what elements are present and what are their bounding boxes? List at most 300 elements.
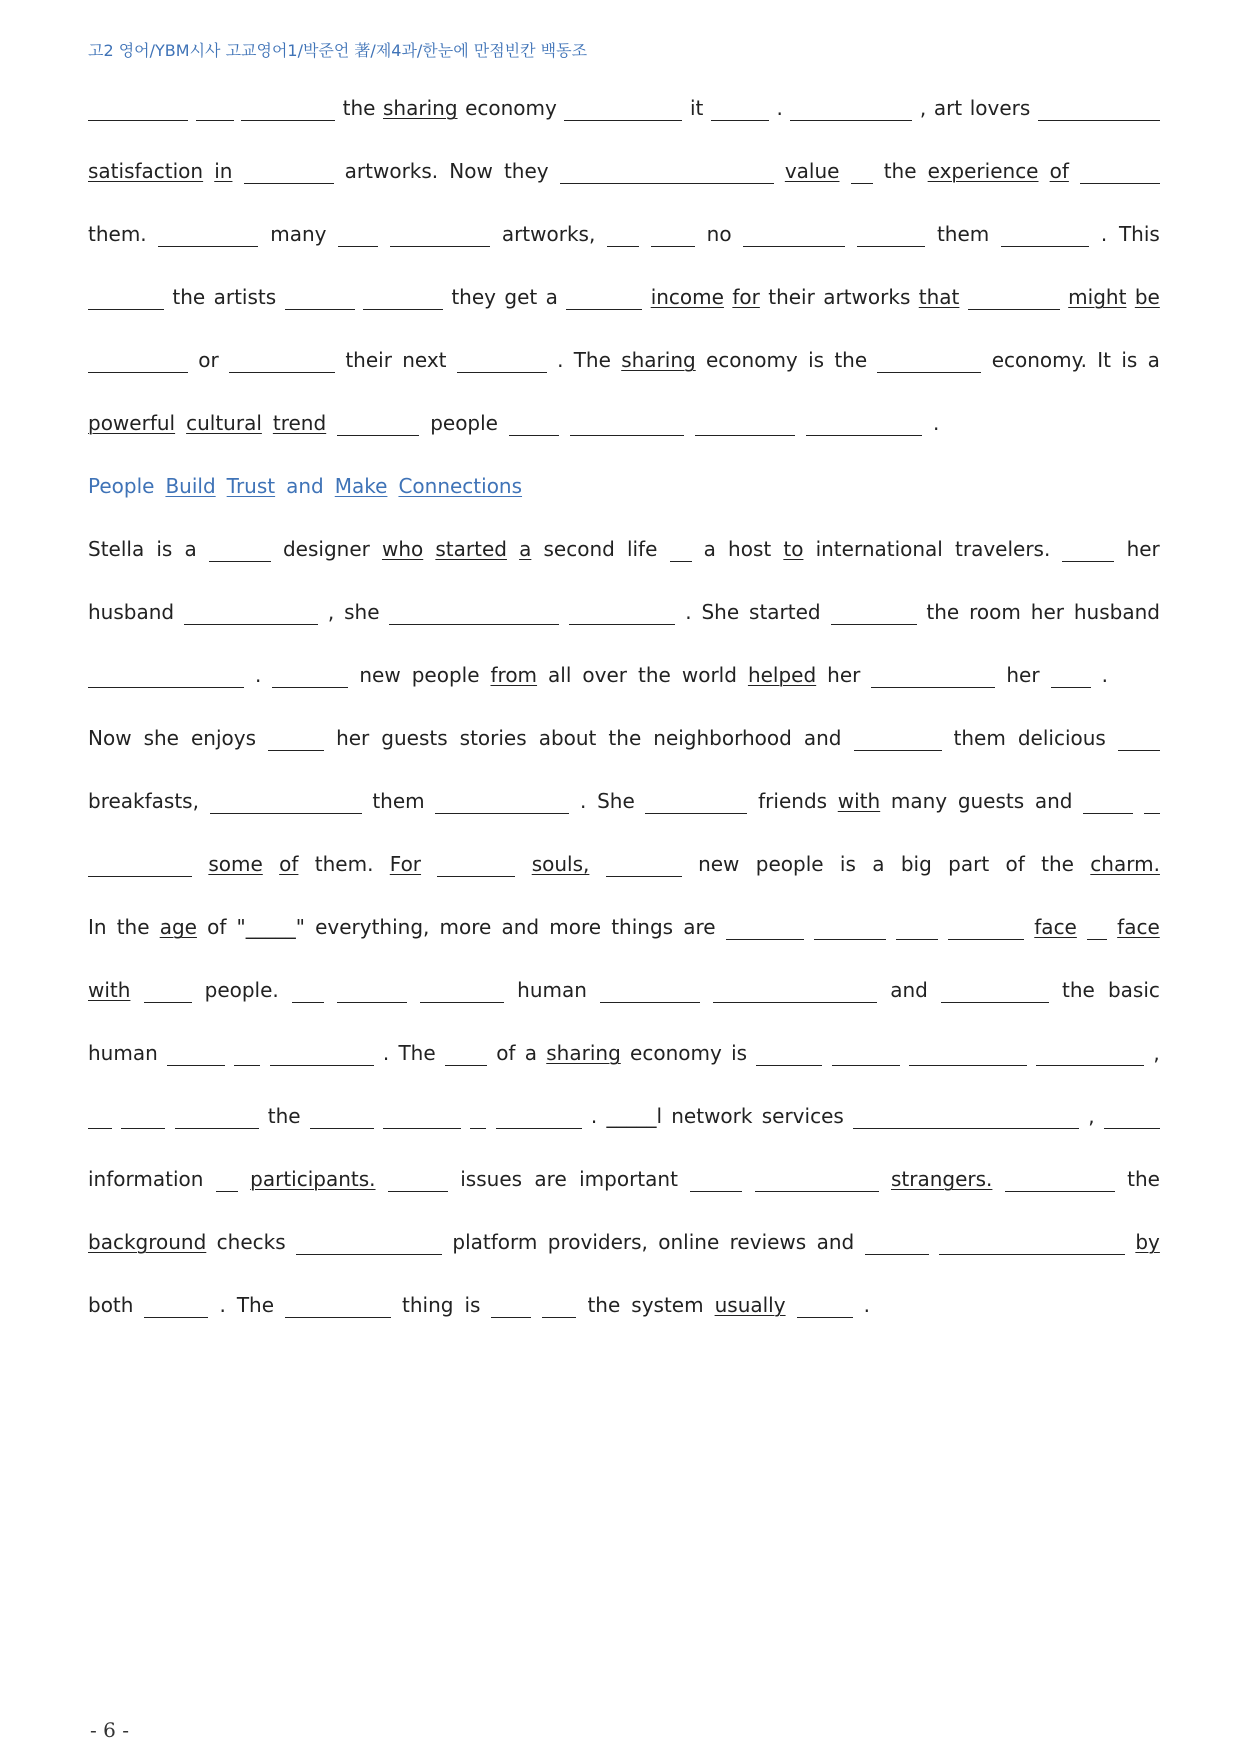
answer-blank[interactable]	[939, 1234, 1125, 1255]
answer-blank[interactable]	[389, 604, 559, 625]
answer-blank[interactable]	[600, 982, 700, 1003]
word: big	[900, 852, 932, 876]
answer-blank[interactable]	[896, 919, 938, 940]
word: of	[207, 915, 227, 939]
word: are	[683, 915, 716, 939]
answer-blank[interactable]	[310, 1108, 374, 1129]
word: their	[345, 348, 392, 372]
answer-blank[interactable]	[88, 667, 244, 688]
answer-blank[interactable]	[268, 730, 324, 751]
answer-blank[interactable]	[285, 289, 355, 310]
answer-blank[interactable]	[857, 226, 925, 247]
worksheet-body	[88, 58, 1160, 1318]
key-word: charm.	[1090, 852, 1160, 876]
answer-blank[interactable]	[509, 415, 559, 436]
answer-blank[interactable]	[390, 226, 490, 247]
word: of	[1005, 852, 1025, 876]
section-heading	[88, 436, 1160, 499]
answer-blank[interactable]	[445, 1045, 487, 1066]
text-line	[88, 373, 1160, 436]
answer-blank[interactable]	[806, 415, 922, 436]
text-line	[88, 1066, 1160, 1129]
answer-blank[interactable]	[566, 289, 642, 310]
answer-blank[interactable]	[941, 982, 1049, 1003]
answer-blank[interactable]	[1038, 100, 1160, 121]
answer-blank[interactable]	[144, 1297, 208, 1318]
key-word: might	[1068, 285, 1127, 309]
key-word: Trust	[226, 474, 276, 498]
answer-blank[interactable]	[569, 604, 675, 625]
word: second	[543, 537, 615, 561]
word: part	[948, 852, 990, 876]
key-word: that	[918, 285, 960, 309]
word: human	[88, 1041, 158, 1065]
word: ,	[1153, 1041, 1160, 1065]
answer-blank[interactable]	[871, 667, 995, 688]
answer-blank[interactable]	[229, 352, 335, 373]
answer-blank[interactable]	[210, 793, 362, 814]
text-line	[88, 688, 1160, 751]
answer-blank[interactable]	[121, 1108, 165, 1129]
word: their	[768, 285, 815, 309]
answer-blank[interactable]	[645, 793, 747, 814]
word: is	[464, 1293, 481, 1317]
answer-blank[interactable]	[285, 1297, 391, 1318]
answer-blank[interactable]	[853, 1108, 1079, 1129]
key-word: in	[214, 159, 233, 183]
answer-blank[interactable]	[854, 730, 942, 751]
word: over	[582, 663, 628, 687]
word: no	[706, 222, 732, 246]
answer-blank[interactable]	[1087, 919, 1107, 940]
word: the	[1041, 852, 1074, 876]
word: host	[728, 537, 772, 561]
word: the	[172, 285, 206, 309]
text-line	[88, 310, 1160, 373]
word: her	[1006, 663, 1040, 687]
answer-blank[interactable]	[690, 1171, 742, 1192]
word: This	[1118, 222, 1160, 246]
answer-blank[interactable]	[1080, 163, 1160, 184]
word: a	[1147, 348, 1160, 372]
key-word: of	[1049, 159, 1069, 183]
answer-blank[interactable]	[292, 982, 324, 1003]
answer-blank[interactable]	[1001, 226, 1089, 247]
answer-blank[interactable]	[743, 226, 845, 247]
text-line	[88, 1255, 1160, 1318]
word: the	[883, 159, 917, 183]
word: people	[755, 852, 824, 876]
word: online	[658, 1230, 720, 1254]
word: The	[236, 1293, 275, 1317]
key-word: with	[88, 978, 131, 1002]
word: .	[557, 348, 564, 372]
text-line	[88, 247, 1160, 310]
key-word: satisfaction	[88, 159, 204, 183]
word: people	[411, 663, 480, 687]
word: the	[116, 915, 150, 939]
key-word: by	[1135, 1230, 1160, 1254]
word: art	[933, 96, 963, 120]
key-word: age	[159, 915, 197, 939]
key-word: For	[389, 852, 422, 876]
word: husband	[88, 600, 175, 624]
word: artists	[213, 285, 277, 309]
word: designer	[282, 537, 370, 561]
word: both	[88, 1293, 134, 1317]
key-word: souls,	[531, 852, 590, 876]
word: ,	[327, 600, 335, 624]
word: them.	[88, 222, 147, 246]
word: the	[926, 600, 960, 624]
answer-blank[interactable]	[1051, 667, 1091, 688]
word: are	[534, 1167, 567, 1191]
word: services	[761, 1104, 844, 1128]
word: ,	[1088, 1104, 1095, 1128]
word: many	[890, 789, 948, 813]
answer-blank[interactable]	[711, 100, 769, 121]
word: The	[573, 348, 611, 372]
answer-blank[interactable]	[363, 289, 443, 310]
word: world	[681, 663, 737, 687]
word: stories	[459, 726, 527, 750]
word: The	[398, 1041, 436, 1065]
word: and	[816, 1230, 855, 1254]
answer-blank[interactable]	[1083, 793, 1133, 814]
word: international	[815, 537, 943, 561]
text-line	[88, 499, 1160, 562]
answer-blank[interactable]	[755, 1171, 879, 1192]
answer-blank[interactable]	[209, 541, 271, 562]
key-word: be	[1134, 285, 1160, 309]
word: is	[731, 1041, 748, 1065]
word: travelers.	[955, 537, 1051, 561]
key-word: Connections	[398, 474, 523, 498]
word: ,	[919, 96, 927, 120]
word: a	[184, 537, 197, 561]
answer-blank[interactable]	[607, 226, 639, 247]
key-word: Build	[165, 474, 216, 498]
word: more	[439, 915, 492, 939]
key-word: with	[837, 789, 881, 813]
word: .	[580, 789, 587, 813]
word: about	[538, 726, 597, 750]
word: Now	[88, 726, 132, 750]
word: them	[936, 222, 990, 246]
key-word: participants.	[250, 1167, 376, 1191]
key-word: sharing	[621, 348, 696, 372]
word: She	[597, 789, 635, 813]
answer-blank[interactable]	[865, 1234, 929, 1255]
answer-blank[interactable]	[814, 919, 886, 940]
answer-blank[interactable]	[564, 100, 682, 121]
word: .	[776, 96, 783, 120]
answer-blank[interactable]	[338, 226, 378, 247]
answer-blank[interactable]	[968, 289, 1060, 310]
word: started	[749, 600, 821, 624]
answer-blank[interactable]	[570, 415, 684, 436]
text-line	[88, 814, 1160, 877]
text-line	[88, 562, 1160, 625]
word: is	[808, 348, 825, 372]
word: the	[267, 1104, 301, 1128]
key-word: some	[208, 852, 263, 876]
document-header: 고2 영어/YBM시사 고교영어1/박준언 著/제4과/한눈에 만점빈칸 백동조	[88, 41, 588, 60]
answer-blank[interactable]	[88, 1108, 112, 1129]
answer-blank[interactable]	[272, 667, 348, 688]
word: is	[839, 852, 856, 876]
key-word: powerful	[88, 411, 176, 435]
key-word: cultural	[186, 411, 262, 435]
text-line	[88, 625, 1160, 688]
word: artworks	[823, 285, 911, 309]
word: them	[372, 789, 425, 813]
word: the	[1127, 1167, 1160, 1191]
word: a	[872, 852, 885, 876]
key-word: face	[1034, 915, 1077, 939]
key-word: strangers.	[891, 1167, 993, 1191]
word: .	[1101, 663, 1108, 687]
word: human	[517, 978, 587, 1002]
word: the	[638, 663, 671, 687]
answer-blank[interactable]	[542, 1297, 576, 1318]
word: and	[501, 915, 540, 939]
word: thing	[402, 1293, 454, 1317]
word: platform	[452, 1230, 538, 1254]
word: delicious	[1017, 726, 1106, 750]
word: artworks,	[501, 222, 596, 246]
word: it	[689, 96, 704, 120]
answer-blank[interactable]	[1036, 1045, 1144, 1066]
word: .	[1100, 222, 1108, 246]
word: the	[608, 726, 642, 750]
word: a	[703, 537, 716, 561]
answer-blank[interactable]	[337, 982, 407, 1003]
text-line	[88, 1192, 1160, 1255]
word: basic	[1107, 978, 1160, 1002]
answer-blank[interactable]	[877, 352, 981, 373]
answer-blank[interactable]	[1144, 793, 1160, 814]
answer-blank[interactable]	[457, 352, 547, 373]
key-word: who	[381, 537, 424, 561]
key-word: started	[435, 537, 507, 561]
word: People	[88, 474, 155, 498]
answer-blank[interactable]	[241, 100, 335, 121]
answer-blank[interactable]	[670, 541, 692, 562]
answer-blank[interactable]	[234, 1045, 260, 1066]
text-line	[88, 877, 1160, 940]
word: get	[504, 285, 538, 309]
word: life	[626, 537, 658, 561]
word: It	[1097, 348, 1112, 372]
text-line	[88, 121, 1160, 184]
word: her	[1030, 600, 1064, 624]
word: .	[863, 1293, 870, 1317]
word: neighborhood	[653, 726, 792, 750]
word: .	[255, 663, 262, 687]
word: new	[698, 852, 740, 876]
answer-blank[interactable]	[1104, 1108, 1160, 1129]
word: artworks.	[344, 159, 439, 183]
word: checks	[216, 1230, 286, 1254]
word: .	[685, 600, 692, 624]
key-word: for	[732, 285, 760, 309]
answer-blank[interactable]	[797, 1297, 853, 1318]
answer-blank[interactable]	[383, 1108, 461, 1129]
answer-blank[interactable]	[88, 100, 188, 121]
word: her	[336, 726, 370, 750]
word: information	[88, 1167, 204, 1191]
word: Now	[449, 159, 493, 183]
word: issues	[460, 1167, 523, 1191]
page-number: - 6 -	[90, 1718, 129, 1742]
word: a	[545, 285, 558, 309]
word: .	[932, 411, 940, 435]
key-word: sharing	[546, 1041, 621, 1065]
word: and	[1034, 789, 1073, 813]
answer-blank[interactable]	[184, 604, 318, 625]
key-word: of	[279, 852, 299, 876]
word: .	[382, 1041, 390, 1065]
key-word: from	[490, 663, 538, 687]
answer-blank[interactable]	[695, 415, 795, 436]
answer-blank[interactable]	[88, 856, 192, 877]
text-line	[88, 751, 1160, 814]
answer-blank[interactable]	[337, 415, 419, 436]
answer-blank[interactable]	[909, 1045, 1027, 1066]
word: economy.	[991, 348, 1087, 372]
answer-blank[interactable]	[790, 100, 912, 121]
answer-blank[interactable]	[491, 1297, 531, 1318]
word: everything,	[315, 915, 430, 939]
text-line	[88, 1129, 1160, 1192]
answer-blank[interactable]	[470, 1108, 486, 1129]
word: her	[1126, 537, 1160, 561]
word: Stella	[88, 537, 145, 561]
word: she	[143, 726, 179, 750]
key-word: helped	[747, 663, 817, 687]
word: the	[342, 96, 376, 120]
key-word: sharing	[383, 96, 458, 120]
answer-blank[interactable]	[1118, 730, 1160, 751]
word: and	[803, 726, 842, 750]
answer-blank[interactable]	[296, 1234, 442, 1255]
word: economy	[630, 1041, 722, 1065]
answer-blank[interactable]	[196, 100, 234, 121]
word: lovers	[969, 96, 1031, 120]
word: "_____"	[236, 915, 305, 939]
answer-blank[interactable]	[167, 1045, 225, 1066]
key-word: trend	[272, 411, 327, 435]
answer-blank[interactable]	[756, 1045, 822, 1066]
answer-blank[interactable]	[1005, 1171, 1115, 1192]
word: people.	[204, 978, 279, 1002]
word: she	[344, 600, 380, 624]
answer-blank[interactable]	[158, 226, 258, 247]
word: reviews	[729, 1230, 807, 1254]
answer-blank[interactable]	[713, 982, 877, 1003]
word: the	[587, 1293, 621, 1317]
word: friends	[758, 789, 828, 813]
answer-blank[interactable]	[435, 793, 569, 814]
answer-blank[interactable]	[831, 604, 917, 625]
text-line	[88, 1003, 1160, 1066]
answer-blank[interactable]	[175, 1108, 259, 1129]
answer-blank[interactable]	[88, 289, 164, 310]
key-word: to	[783, 537, 804, 561]
word: economy	[706, 348, 798, 372]
answer-blank[interactable]	[851, 163, 873, 184]
word: _____l	[606, 1104, 662, 1128]
word: is	[1121, 348, 1138, 372]
word: She	[701, 600, 740, 624]
text-line	[88, 58, 1160, 121]
word: many	[270, 222, 327, 246]
word: and	[286, 474, 324, 498]
answer-blank[interactable]	[388, 1171, 448, 1192]
word: the	[1062, 978, 1095, 1002]
word: them	[953, 726, 1006, 750]
key-word: background	[88, 1230, 207, 1254]
answer-blank[interactable]	[88, 352, 188, 373]
answer-blank[interactable]	[420, 982, 504, 1003]
word: her	[827, 663, 861, 687]
answer-blank[interactable]	[244, 163, 334, 184]
word: In	[88, 915, 107, 939]
word: network	[671, 1104, 753, 1128]
answer-blank[interactable]	[832, 1045, 900, 1066]
word: important	[579, 1167, 678, 1191]
word: room	[969, 600, 1021, 624]
word: they	[451, 285, 497, 309]
word: husband	[1073, 600, 1160, 624]
word: guests	[381, 726, 448, 750]
word: and	[890, 978, 928, 1002]
answer-blank[interactable]	[606, 856, 682, 877]
answer-blank[interactable]	[948, 919, 1024, 940]
answer-blank[interactable]	[270, 1045, 374, 1066]
word: of	[496, 1041, 516, 1065]
key-word: experience	[927, 159, 1039, 183]
word: a	[524, 1041, 537, 1065]
answer-blank[interactable]	[560, 163, 774, 184]
word: or	[198, 348, 219, 372]
word: providers,	[547, 1230, 648, 1254]
word: people	[430, 411, 498, 435]
word: is	[156, 537, 173, 561]
answer-blank[interactable]	[216, 1171, 238, 1192]
answer-blank[interactable]	[651, 226, 695, 247]
text-line	[88, 184, 1160, 247]
word: things	[611, 915, 674, 939]
key-word: value	[784, 159, 840, 183]
word: the	[834, 348, 868, 372]
word: guests	[957, 789, 1025, 813]
answer-blank[interactable]	[144, 982, 192, 1003]
word: enjoys	[191, 726, 257, 750]
key-word: face	[1117, 915, 1160, 939]
word: breakfasts,	[88, 789, 199, 813]
answer-blank[interactable]	[726, 919, 804, 940]
answer-blank[interactable]	[496, 1108, 582, 1129]
word: economy	[465, 96, 557, 120]
word: new	[359, 663, 401, 687]
answer-blank[interactable]	[1062, 541, 1114, 562]
word: all	[548, 663, 572, 687]
word: they	[503, 159, 549, 183]
word: .	[590, 1104, 598, 1128]
answer-blank[interactable]	[437, 856, 515, 877]
